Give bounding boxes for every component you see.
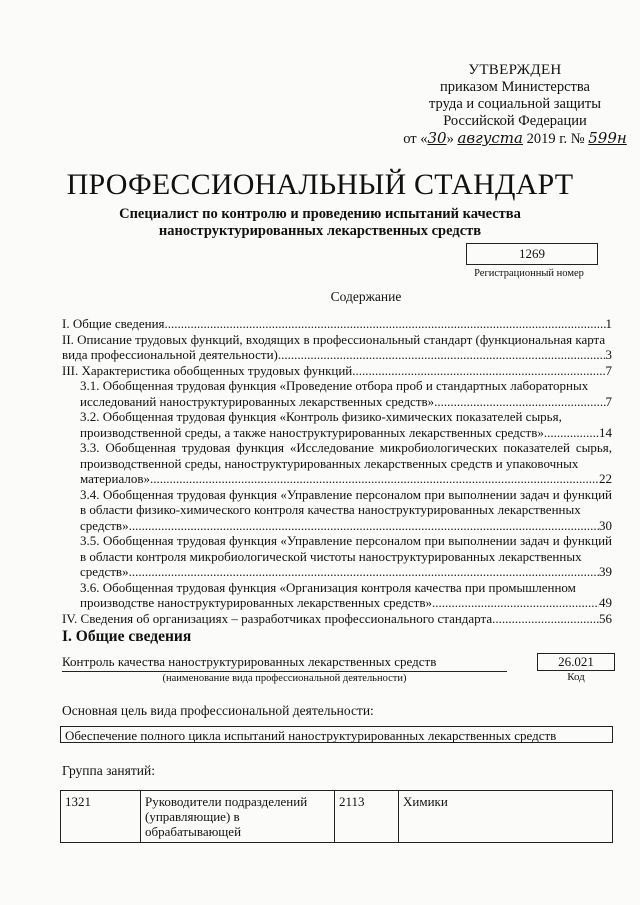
page-title: ПРОФЕССИОНАЛЬНЫЙ СТАНДАРТ <box>66 168 574 201</box>
date-day: 30 <box>427 129 447 147</box>
registration-caption: Регистрационный номер <box>474 268 584 279</box>
approval-heading: УТВЕРЖДЕН <box>468 62 562 78</box>
toc-item-1[interactable] <box>62 316 612 332</box>
group-code-cell: 1321 <box>61 791 141 843</box>
toc-item-4[interactable] <box>62 611 612 627</box>
toc-item-page: 1 <box>605 316 612 331</box>
subtitle-line-1: Специалист по контролю и проведению испытаний качества <box>119 206 521 222</box>
toc-item-page: 22 <box>599 471 612 486</box>
date-year: 2019 г. № <box>526 131 585 147</box>
table-row <box>61 791 613 843</box>
activity-caption: (наименование вида профессиональной деятельности) <box>162 673 407 684</box>
toc-item-text: производстве наноструктурированных лекарственных средств» <box>80 595 432 610</box>
date-prefix: от « <box>403 131 428 147</box>
toc-item-lead: 3.2. Обобщенная трудовая функция «Контроль физико-химических показателей сырья, <box>80 409 562 424</box>
toc-item-page: 39 <box>599 564 612 579</box>
activity-code-caption: Код <box>567 671 585 683</box>
toc-item-text: I. Общие сведения <box>62 316 165 331</box>
toc-item-2[interactable] <box>62 332 612 363</box>
toc-item-page: 56 <box>599 610 612 626</box>
toc-item-3-3[interactable] <box>62 440 612 487</box>
toc-item-lead: 3.6. Обобщенная трудовая функция «Организация контроля качества при промышленном <box>80 579 576 595</box>
toc-item-page: 30 <box>599 517 612 533</box>
toc-item-3-4[interactable] <box>62 487 612 534</box>
group-code-cell: 2113 <box>335 791 399 843</box>
group-name-cell: Руководители подразделений (управляющие) в обрабатывающей <box>141 791 335 843</box>
activity-code-box: 26.021 <box>537 653 615 671</box>
approval-block <box>400 62 630 148</box>
toc-item-text: средств» <box>80 564 129 579</box>
toc-item-text: вида профессиональной деятельности) <box>62 347 278 362</box>
toc-item-lead: 3.3. Обобщенная трудовая функция «Исследование микробиологических показателей сырья, производственной среды, наноструктурированных лекарственных средств и упаковочных <box>80 440 612 471</box>
contents-title: Содержание <box>330 289 402 304</box>
toc-item-lead: II. Описание трудовых функций, входящих в профессиональный стандарт (функциональная карта <box>62 331 606 347</box>
toc-item-lead: 3.5. Обобщенная трудовая функция «Управление персоналом при выполнении задач и функций в области контроля микробиологической чистоты наноструктурированных лекарственных <box>80 533 612 564</box>
approval-line-1: приказом Министерства <box>440 79 590 95</box>
toc-item-lead: 3.4. Обобщенная трудовая функция «Управление персоналом при выполнении задач и функций в области физико-химического контроля качества наноструктурированных лекарственных <box>80 486 612 517</box>
toc-item-3-2[interactable] <box>62 409 612 440</box>
toc-item-3-1[interactable] <box>62 378 612 409</box>
page-subtitle <box>0 206 640 240</box>
toc-item-3-5[interactable] <box>62 533 612 580</box>
toc-item-text: III. Характеристика обобщенных трудовых функций <box>62 362 353 378</box>
goal-box: Обеспечение полного цикла испытаний наноструктурированных лекарственных средств <box>60 726 613 743</box>
date-month: августа <box>457 129 523 147</box>
registration-number-box: 1269 <box>466 243 598 265</box>
order-number: 599н <box>588 129 627 147</box>
occupation-groups-table <box>60 790 613 843</box>
activity-name: Контроль качества наноструктурированных лекарственных средств <box>62 654 507 672</box>
toc-item-page: 7 <box>605 362 612 378</box>
toc-item-lead: 3.1. Обобщенная трудовая функция «Проведение отбора проб и стандартных лабораторных <box>80 378 589 393</box>
section-heading: I. Общие сведения <box>62 628 192 645</box>
toc-item-page: 3 <box>605 347 612 362</box>
toc-item-page: 14 <box>599 424 612 440</box>
toc-item-3[interactable] <box>62 363 612 379</box>
toc-item-3-6[interactable] <box>62 580 612 611</box>
toc-item-page: 49 <box>599 595 612 610</box>
approval-date-line <box>400 130 630 148</box>
group-label: Группа занятий: <box>62 763 155 778</box>
toc-item-text: производственной среды, а также наноструктурированных лекарственных средств» <box>80 424 544 440</box>
group-name-cell: Химики <box>399 791 613 843</box>
toc-item-page: 7 <box>605 393 612 409</box>
toc-item-text: IV. Сведения об организациях – разработчиках профессионального стандарта <box>62 610 493 626</box>
table-of-contents <box>62 316 612 626</box>
subtitle-line-2: наноструктурированных лекарственных средств <box>158 223 482 239</box>
approval-line-3: Российской Федерации <box>443 113 587 129</box>
approval-line-2: труда и социальной защиты <box>429 96 601 112</box>
toc-item-text: средств» <box>80 517 129 533</box>
goal-label: Основная цель вида профессиональной деятельности: <box>62 703 374 718</box>
toc-item-text: исследований наноструктурированных лекарственных средств» <box>80 393 435 409</box>
date-mid: » <box>446 131 454 147</box>
toc-item-text: материалов» <box>80 471 150 486</box>
